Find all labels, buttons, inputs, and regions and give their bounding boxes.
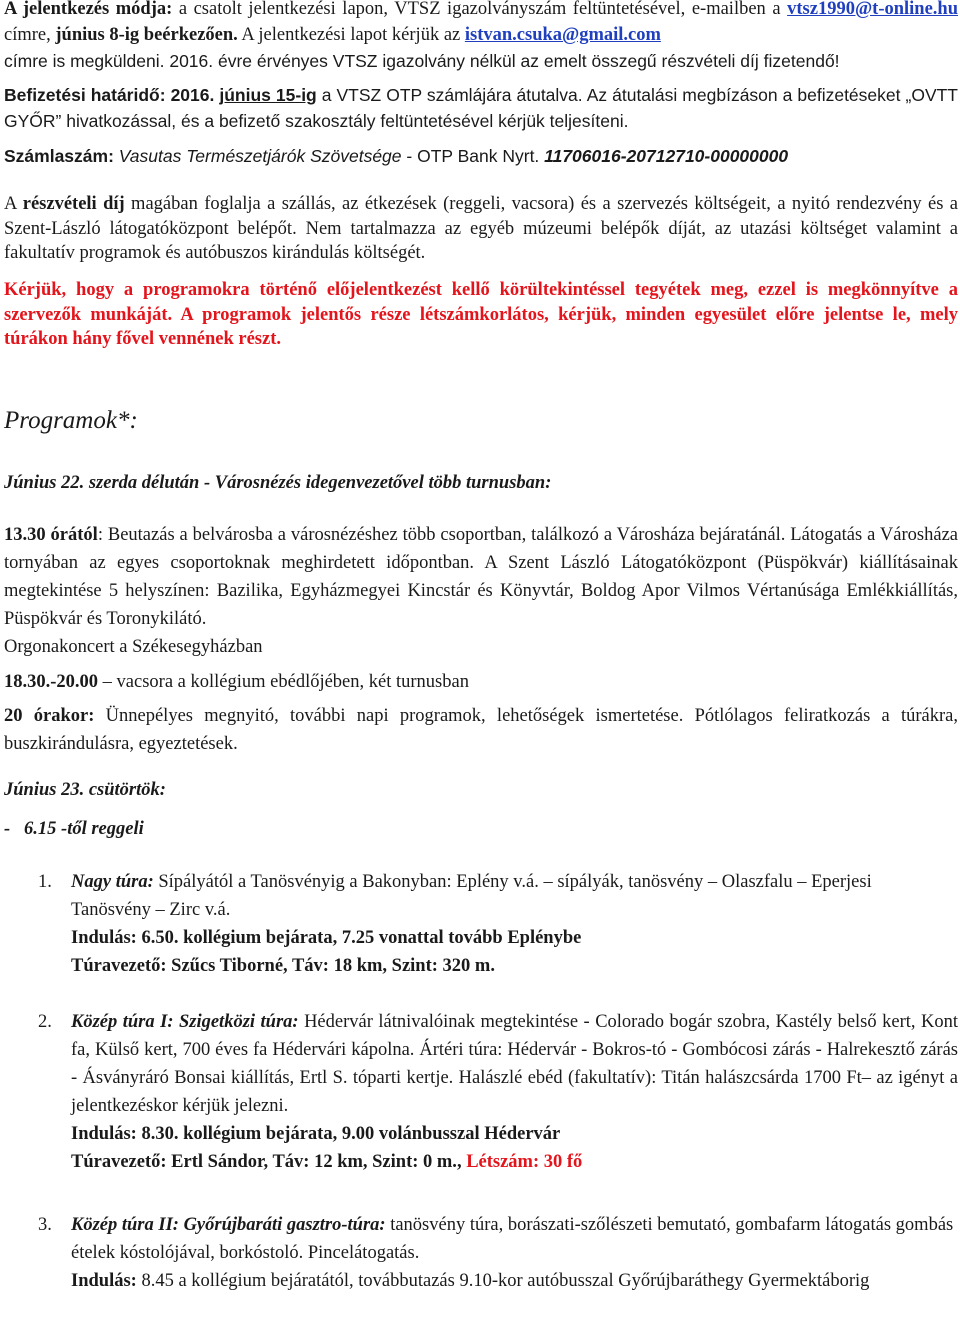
registration-text-4: címre is megküldeni. 2016. évre érvényes VTSZ igazolvány nélkül az emelt összegű részvételi díj fizetendő! [4,51,840,71]
day1-text-1: : Beutazás a belvárosba a városnézéshez több csoportban, találkozó a Városháza bejáratánál. Látogatás a Városháza tornyában az egyes csoportoknak meghirdetett időpontban. A Szent László Látogatóközpont (Püspökvár) kiállításainak megtekintése 5 helyszínen: Bazilika, Egyházmegyei Kincstár és Könyvtár, Boldog Apor Vilmos Vértanúsága Emlékkiállítás, Püspökvár és Toronykilátó. [4,525,958,629]
tour-start-line [71,1267,958,1295]
tour-start-label: Indulás: [71,1271,137,1291]
bank-account [4,142,958,170]
tour-start: Indulás: 6.50. kollégium bejárata, 7.25 vonattal tovább Eplénybe [71,928,582,948]
tour-desc: tanösvény túra, borászati-szőlészeti bemutató, gombafarm látogatás gombás ételek kóstolójával, borkóstoló. Pincelátogatás. [71,1215,954,1263]
tour-description [71,1211,958,1267]
day2-breakfast: - 6.15 -től reggeli [4,819,144,839]
day1-text-2: – vacsora a kollégium ebédlőjében, két turnusban [98,672,469,692]
day1-time-1: 13.30 órától [4,525,98,545]
tour-number: 3. [38,1215,52,1235]
bank-account-number: 11706016-20712710-00000000 [544,146,789,166]
payment-deadline [4,82,958,134]
registration-text: a csatolt jelentkezési lapon, VTSZ igazolványszám feltüntetésével, e-mailben a [172,0,788,19]
day1-text-3: Ünnepélyes megnyitó, további napi programok, lehetőségek ismertetése. Pótlólagos feliratkozás a túrákra, buszkirándulásra, egyeztetések. [4,706,959,754]
registration-label: A jelentkezés módja: [4,0,173,19]
registration-text-2: címre, [4,25,56,45]
registration-info [4,0,958,75]
tour-desc: Hédervár látnivalóinak megtekintése - Colorado bogár szobra, Kastély belső kert, Kont fa, Külső kert, 700 éves fa Hédervári kápolna. Ártéri túra: Hédervár - Bokros-tó - Gombócosi zárás - Halrekesztő zárás - Ásványráró Bonsai kiállítás, Ertl S. tóparti kertje. Halászlé ebéd (fakultatív): Titán halászcsárda 1700 Ft– az igényt a jelentkezéskor kérjük jelezni. [71,1012,958,1116]
fee-text: magában foglalja a szállás, az étkezések (reggeli, vacsora) és a szervezés költségeit, a nyitó rendezvény és a Szent-László látogatóközpont belépőt. Nem tartalmazza az egyéb múzeumi belépők díját, az utazási költséget valamint a fakultatív programok és autóbuszos kirándulás költségét. [4,194,958,263]
tour-guide-line: Túravezető: Ertl Sándor, Táv: 12 km, Szint: 0 m., Létszám: 30 fő [71,1152,583,1172]
day2-heading: Június 23. csütörtök: [4,780,166,800]
day1-program-1 [4,521,958,661]
tour-item-1 [4,868,958,980]
day1-concert: Orgonakoncert a Székesegyházban [4,637,263,657]
tour-title: Közép túra II: Győrújbaráti gasztro-túra: [71,1215,386,1235]
notice-text: Kérjük, hogy a programokra történő előjelentkezést kellő körültekintéssel tegyétek meg, ezzel is megkönnyítve a szervezők munkáját. A programok jelentős része létszámkorlátos, kérjük, minden egyesület előre jelentse le, mely túrákon hány fővel vennének részt. [4,280,958,349]
registration-deadline: június 8-ig beérkezően. [55,25,238,45]
payment-deadline-rest: a VTSZ OTP számlájára átutalva. [316,85,583,105]
email-link-vtsz[interactable]: vtsz1990@t-online.hu [787,0,958,19]
tour-start: 8.45 a kollégium bejáratától, továbbutazás 9.10-kor autóbusszal Győrújbaráthegy Gyermektáborig [136,1271,870,1291]
tour-start: Indulás: 8.30. kollégium bejárata, 9.00 volánbusszal Hédervár [71,1124,561,1144]
tour-item-3 [4,1211,958,1295]
day1-program-3 [4,702,958,758]
tour-guide: Túravezető: Ertl Sándor, Táv: 12 km, Szint: 0 m. [71,1152,457,1172]
bank-account-bank: - OTP Bank Nyrt. [401,146,545,166]
tour-guide: Túravezető: Szűcs Tiborné, Táv: 18 km, Szint: 320 m. [71,956,495,976]
payment-deadline-label: Befizetési határidő: 2016. [4,85,220,105]
fee-label: részvételi díj [22,194,125,214]
fee-info [4,192,958,266]
programs-title: Programok*: [4,407,138,434]
bank-account-name: Vasutas Természetjárók Szövetsége [113,146,402,166]
tour-limit: Létszám: 30 fő [466,1152,583,1172]
payment-deadline-date: június 15-ig [219,85,317,105]
day1-program-2 [4,668,958,696]
day1-heading: Június 22. szerda délután - Városnézés idegenvezetővel több turnusban: [4,473,552,493]
tour-number: 1. [38,872,52,892]
tour-description [71,1008,958,1120]
day1-time-2: 18.30.-20.00 [4,672,99,692]
registration-text-3: A jelentkezési lapot kérjük az [237,25,465,45]
tour-title: Nagy túra: [71,872,154,892]
bank-account-label: Számlaszám: [4,146,114,166]
day1-time-3: 20 órakor: [4,706,95,726]
fee-text-a: A [4,194,23,214]
tour-item-2 [4,1008,958,1176]
tour-desc: Sípályától a Tanösvényig a Bakonyban: Eplény v.á. – sípályák, tanösvény – Olaszfalu – Eperjesi Tanösvény – Zirc v.á. [71,872,872,920]
tour-number: 2. [38,1012,52,1032]
email-link-csuka[interactable]: istvan.csuka@gmail.com [464,25,661,45]
payment-deadline-more: Az átutalási megbízáson a befizetéseket „OVTT GYŐR” hivatkozással, és a befizető szakosztály feltüntetésével kérjük teljesíteni. [4,85,958,131]
tour-title: Közép túra I: Szigetközi túra: [71,1012,299,1032]
tour-description [71,868,931,924]
